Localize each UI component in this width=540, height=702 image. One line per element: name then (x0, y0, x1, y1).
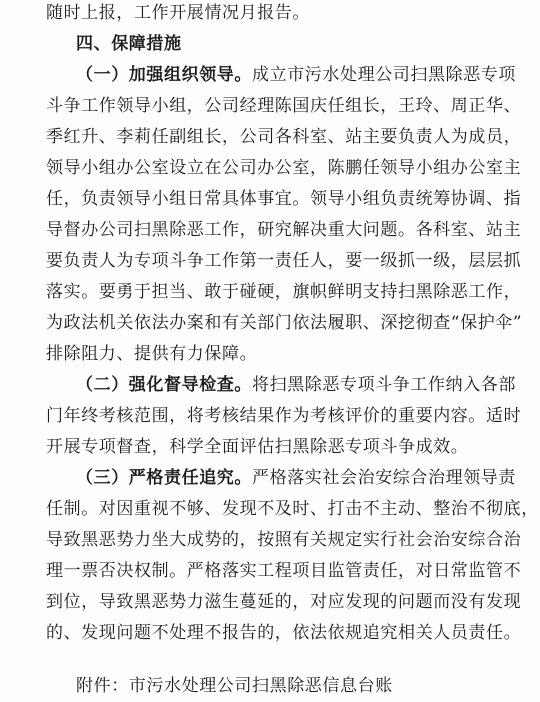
text-span: 将扫黑除恶专项斗争工作纳入各部 (252, 375, 516, 395)
text-line: 开展专项督查，科学全面评估扫黑除恶专项斗争成效。 (46, 437, 469, 457)
paragraph-organization (46, 60, 523, 370)
text-line: 为政法机关依法办案和有关部门依法履职、深挖彻查“保护伞” (46, 313, 523, 333)
text-line: 导督办公司扫黑除恶工作，研究解决重大问题。各科室、站主 (46, 220, 522, 240)
text-line (46, 370, 514, 401)
text-line: 理一票否决权制。严格落实工程项目监管责任，对日常监管不 (46, 561, 522, 581)
text-line: 季红升、李莉任副组长，公司各科室、站主要负责人为成员， (46, 127, 522, 147)
text-line: 的、发现问题不处理不报告的，依法依规追究相关人员责任。 (46, 623, 522, 643)
text-line: 到位，导致黑恶势力滋生蔓延的，对应发现的问题而没有发现 (46, 592, 522, 612)
paragraph-supervision (46, 370, 522, 463)
paragraph-accountability (46, 463, 539, 649)
text-line: 排除阻力、提供有力保障。 (46, 344, 258, 364)
text-span: 成立市污水处理公司扫黑除恶专项 (252, 65, 516, 85)
attachment-line: 附件：市污水处理公司扫黑除恶信息台账 (76, 676, 393, 696)
text-line: 任，负责领导小组日常具体事宜。领导小组负责统筹协调、指 (46, 189, 522, 209)
text-line: 随时上报，工作开展情况月报告。 (46, 3, 310, 23)
paragraph-label: （二）强化督导检查。 (76, 375, 252, 395)
section-heading: 四、保障措施 (76, 34, 182, 54)
text-line: 斗争工作领导小组，公司经理陈国庆任组长，王玲、周正华、 (46, 96, 522, 116)
spacer (46, 649, 514, 671)
text-line: 领导小组办公室设立在公司办公室，陈鹏任领导小组办公室主 (46, 158, 522, 178)
text-line (46, 60, 514, 91)
text-line (46, 463, 514, 494)
text-line: 门年终考核范围，将考核结果作为考核评价的重要内容。适时 (46, 406, 522, 426)
text-line: 任制。对因重视不够、发现不及时、打击不主动、整治不彻底， (46, 499, 539, 519)
text-line: 导致黑恶势力坐大成势的，按照有关规定实行社会治安综合治 (46, 530, 522, 550)
text-line: 要负责人为专项斗争工作第一责任人，要一级抓一级，层层抓 (46, 251, 522, 271)
paragraph-label: （一）加强组织领导。 (76, 65, 252, 85)
paragraph-label: （三）严格责任追究。 (76, 468, 252, 488)
text-line: 落实。要勇于担当、敢于碰硬，旗帜鲜明支持扫黑除恶工作， (46, 282, 522, 302)
text-span: 严格落实社会治安综合治理领导责 (252, 468, 516, 488)
